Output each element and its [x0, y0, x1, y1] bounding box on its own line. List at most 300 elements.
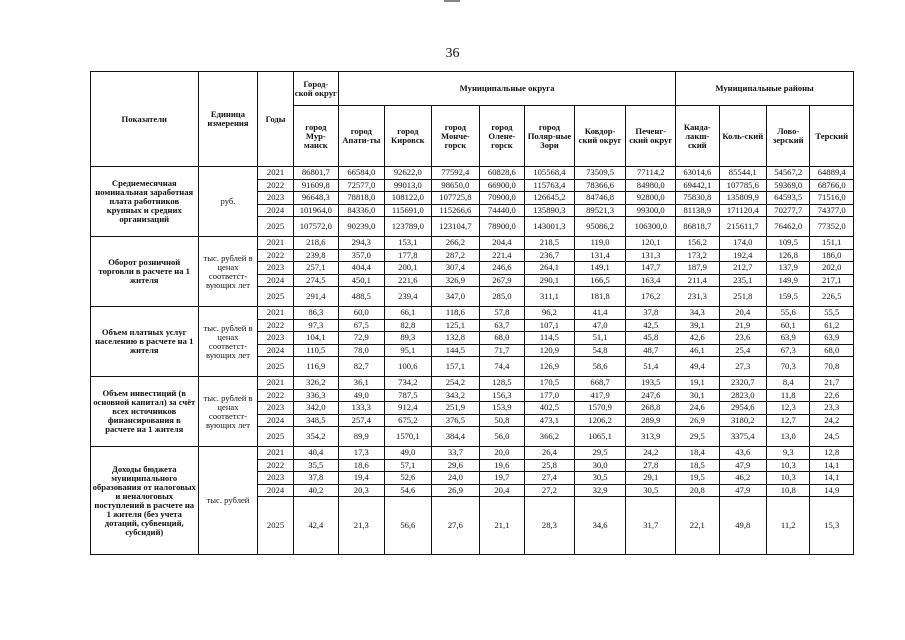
value-cell: 29,6	[432, 459, 480, 472]
value-cell: 126,9	[525, 357, 575, 377]
value-cell: 192,4	[719, 249, 767, 262]
value-cell: 25,4	[719, 344, 767, 357]
value-cell: 78818,0	[339, 192, 384, 205]
value-cell: 120,1	[626, 237, 676, 250]
value-cell: 120,9	[525, 344, 575, 357]
year-cell: 2023	[258, 262, 293, 275]
value-cell: 43,6	[719, 447, 767, 460]
value-cell: 3375,4	[719, 427, 767, 447]
value-cell: 39,1	[676, 319, 719, 332]
value-cell: 187,9	[676, 262, 719, 275]
value-cell: 68766,0	[810, 179, 854, 192]
value-cell: 24,6	[676, 402, 719, 415]
value-cell: 27,3	[719, 357, 767, 377]
value-cell: 90239,0	[339, 217, 384, 237]
value-cell: 151,1	[810, 237, 854, 250]
value-cell: 110,5	[293, 344, 338, 357]
value-cell: 96,2	[525, 307, 575, 320]
value-cell: 42,5	[626, 319, 676, 332]
value-cell: 74377,0	[810, 204, 854, 217]
value-cell: 34,6	[574, 497, 626, 555]
value-cell: 177,8	[384, 249, 432, 262]
value-cell: 218,5	[525, 237, 575, 250]
value-cell: 54,6	[384, 484, 432, 497]
value-cell: 2823,0	[719, 389, 767, 402]
value-cell: 92622,0	[384, 167, 432, 180]
value-cell: 149,9	[767, 274, 810, 287]
value-cell: 23,3	[810, 402, 854, 415]
value-cell: 51,1	[574, 332, 626, 345]
value-cell: 126,8	[767, 249, 810, 262]
value-cell: 20,3	[339, 484, 384, 497]
value-cell: 417,9	[574, 389, 626, 402]
value-cell: 19,6	[479, 459, 524, 472]
value-cell: 95086,2	[574, 217, 626, 237]
value-cell: 357,0	[339, 249, 384, 262]
unit-cell: тыс. рублей в ценах соответст-вующих лет	[198, 237, 258, 307]
value-cell: 70,8	[810, 357, 854, 377]
value-cell: 82,8	[384, 319, 432, 332]
value-cell: 131,4	[574, 249, 626, 262]
column-header: Канда-лакш-ский	[676, 106, 719, 167]
value-cell: 52,6	[384, 472, 432, 485]
value-cell: 106300,0	[626, 217, 676, 237]
value-cell: 89,9	[339, 427, 384, 447]
value-cell: 170,5	[525, 377, 575, 390]
header-indicators: Показатели	[91, 72, 199, 167]
value-cell: 257,4	[339, 414, 384, 427]
value-cell: 31,7	[626, 497, 676, 555]
value-cell: 171120,4	[719, 204, 767, 217]
value-cell: 19,1	[676, 377, 719, 390]
value-cell: 86818,7	[676, 217, 719, 237]
year-cell: 2022	[258, 179, 293, 192]
value-cell: 186,0	[810, 249, 854, 262]
value-cell: 119,0	[574, 237, 626, 250]
unit-cell: руб.	[198, 167, 258, 237]
value-cell: 86,3	[293, 307, 338, 320]
value-cell: 107785,6	[719, 179, 767, 192]
value-cell: 47,0	[574, 319, 626, 332]
year-cell: 2023	[258, 472, 293, 485]
header-years: Годы	[258, 72, 293, 167]
value-cell: 221,4	[479, 249, 524, 262]
value-cell: 11,2	[767, 497, 810, 555]
value-cell: 153,1	[384, 237, 432, 250]
value-cell: 176,2	[626, 287, 676, 307]
value-cell: 30,1	[676, 389, 719, 402]
value-cell: 20,4	[719, 307, 767, 320]
value-cell: 49,0	[339, 389, 384, 402]
value-cell: 97,3	[293, 319, 338, 332]
value-cell: 488,5	[339, 287, 384, 307]
value-cell: 108122,0	[384, 192, 432, 205]
value-cell: 157,1	[432, 357, 480, 377]
value-cell: 63,9	[810, 332, 854, 345]
top-edge-mark	[444, 0, 460, 2]
year-cell: 2024	[258, 344, 293, 357]
value-cell: 290,1	[525, 274, 575, 287]
value-cell: 73509,5	[574, 167, 626, 180]
value-cell: 287,2	[432, 249, 480, 262]
value-cell: 135809,9	[719, 192, 767, 205]
value-cell: 115266,6	[432, 204, 480, 217]
value-cell: 12,3	[767, 402, 810, 415]
value-cell: 89521,3	[574, 204, 626, 217]
value-cell: 115691,0	[384, 204, 432, 217]
value-cell: 125,1	[432, 319, 480, 332]
value-cell: 78900,0	[479, 217, 524, 237]
value-cell: 251,8	[719, 287, 767, 307]
column-header: город Кировск	[384, 106, 432, 167]
value-cell: 21,7	[810, 377, 854, 390]
page-number: 36	[445, 46, 460, 61]
value-cell: 285,0	[479, 287, 524, 307]
value-cell: 84336,0	[339, 204, 384, 217]
value-cell: 33,7	[432, 447, 480, 460]
value-cell: 211,4	[676, 274, 719, 287]
year-cell: 2025	[258, 287, 293, 307]
value-cell: 20,0	[479, 447, 524, 460]
value-cell: 204,4	[479, 237, 524, 250]
value-cell: 254,2	[432, 377, 480, 390]
value-cell: 336,3	[293, 389, 338, 402]
value-cell: 41,4	[574, 307, 626, 320]
value-cell: 26,4	[525, 447, 575, 460]
value-cell: 61,2	[810, 319, 854, 332]
value-cell: 34,3	[676, 307, 719, 320]
table-row	[91, 237, 854, 250]
value-cell: 24,0	[432, 472, 480, 485]
value-cell: 2320,7	[719, 377, 767, 390]
value-cell: 10,3	[767, 472, 810, 485]
value-cell: 14,1	[810, 472, 854, 485]
indicator-name: Среднемесячная номинальная заработная плата работников крупных и средних организаций	[91, 167, 199, 237]
value-cell: 81138,9	[676, 204, 719, 217]
value-cell: 354,2	[293, 427, 338, 447]
value-cell: 12,8	[810, 447, 854, 460]
value-cell: 22,1	[676, 497, 719, 555]
value-cell: 58,6	[574, 357, 626, 377]
value-cell: 95,1	[384, 344, 432, 357]
value-cell: 1570,1	[384, 427, 432, 447]
year-cell: 2025	[258, 497, 293, 555]
value-cell: 47,9	[719, 484, 767, 497]
value-cell: 30,5	[626, 484, 676, 497]
value-cell: 18,6	[339, 459, 384, 472]
value-cell: 246,6	[479, 262, 524, 275]
value-cell: 1065,1	[574, 427, 626, 447]
year-cell: 2022	[258, 389, 293, 402]
value-cell: 787,5	[384, 389, 432, 402]
value-cell: 267,9	[479, 274, 524, 287]
value-cell: 294,3	[339, 237, 384, 250]
value-cell: 70,3	[767, 357, 810, 377]
column-header: Ловo-зерский	[767, 106, 810, 167]
value-cell: 56,0	[479, 427, 524, 447]
value-cell: 72,9	[339, 332, 384, 345]
value-cell: 166,5	[574, 274, 626, 287]
value-cell: 24,2	[626, 447, 676, 460]
value-cell: 98650,0	[432, 179, 480, 192]
value-cell: 56,6	[384, 497, 432, 555]
value-cell: 105568,4	[525, 167, 575, 180]
value-cell: 89,3	[384, 332, 432, 345]
value-cell: 1206,2	[574, 414, 626, 427]
year-cell: 2022	[258, 459, 293, 472]
value-cell: 27,8	[626, 459, 676, 472]
value-cell: 343,2	[432, 389, 480, 402]
column-header: город Монче-горск	[432, 106, 480, 167]
value-cell: 35,5	[293, 459, 338, 472]
table-row	[91, 447, 854, 460]
value-cell: 181,8	[574, 287, 626, 307]
value-cell: 50,8	[479, 414, 524, 427]
value-cell: 135890,3	[525, 204, 575, 217]
value-cell: 77352,0	[810, 217, 854, 237]
value-cell: 29,5	[574, 447, 626, 460]
year-cell: 2021	[258, 237, 293, 250]
value-cell: 42,6	[676, 332, 719, 345]
value-cell: 118,6	[432, 307, 480, 320]
value-cell: 156,3	[479, 389, 524, 402]
value-cell: 96648,3	[293, 192, 338, 205]
value-cell: 45,8	[626, 332, 676, 345]
value-cell: 26,9	[432, 484, 480, 497]
year-cell: 2024	[258, 274, 293, 287]
value-cell: 236,7	[525, 249, 575, 262]
header-city-okrug: Город-ской округ	[293, 72, 338, 106]
year-cell: 2025	[258, 427, 293, 447]
value-cell: 29,5	[676, 427, 719, 447]
value-cell: 473,1	[525, 414, 575, 427]
value-cell: 159,5	[767, 287, 810, 307]
indicator-name: Доходы бюджета муниципального образования от налоговых и неналоговых поступлений в расчете на 1 жителя (без учета дотаций, субвенций, субсидий)	[91, 447, 199, 555]
value-cell: 54567,2	[767, 167, 810, 180]
value-cell: 99300,0	[626, 204, 676, 217]
value-cell: 123789,0	[384, 217, 432, 237]
value-cell: 9,3	[767, 447, 810, 460]
value-cell: 75830,8	[676, 192, 719, 205]
value-cell: 17,3	[339, 447, 384, 460]
value-cell: 174,0	[719, 237, 767, 250]
header-municipal-okrugs: Муниципальные округа	[339, 72, 676, 106]
value-cell: 27,2	[525, 484, 575, 497]
value-cell: 37,8	[626, 307, 676, 320]
value-cell: 60,1	[767, 319, 810, 332]
year-cell: 2023	[258, 402, 293, 415]
value-cell: 123104,7	[432, 217, 480, 237]
value-cell: 64889,4	[810, 167, 854, 180]
year-cell: 2021	[258, 307, 293, 320]
value-cell: 734,2	[384, 377, 432, 390]
value-cell: 72577,0	[339, 179, 384, 192]
value-cell: 20,4	[479, 484, 524, 497]
value-cell: 101964,0	[293, 204, 338, 217]
value-cell: 49,4	[676, 357, 719, 377]
year-cell: 2025	[258, 357, 293, 377]
value-cell: 11,8	[767, 389, 810, 402]
year-cell: 2025	[258, 217, 293, 237]
value-cell: 402,5	[525, 402, 575, 415]
value-cell: 257,1	[293, 262, 338, 275]
column-header: город Мур-манск	[293, 106, 338, 167]
value-cell: 13,0	[767, 427, 810, 447]
value-cell: 92800,0	[626, 192, 676, 205]
value-cell: 22,6	[810, 389, 854, 402]
value-cell: 274,5	[293, 274, 338, 287]
value-cell: 64593,5	[767, 192, 810, 205]
value-cell: 63,9	[767, 332, 810, 345]
value-cell: 212,7	[719, 262, 767, 275]
value-cell: 137,9	[767, 262, 810, 275]
header-unit: Единица измерения	[198, 72, 258, 167]
value-cell: 247,6	[626, 389, 676, 402]
value-cell: 116,9	[293, 357, 338, 377]
value-cell: 912,4	[384, 402, 432, 415]
value-cell: 347,0	[432, 287, 480, 307]
value-cell: 69442,1	[676, 179, 719, 192]
value-cell: 15,3	[810, 497, 854, 555]
value-cell: 147,7	[626, 262, 676, 275]
value-cell: 115763,4	[525, 179, 575, 192]
value-cell: 24,2	[810, 414, 854, 427]
value-cell: 107572,0	[293, 217, 338, 237]
column-header: город Олене-горск	[479, 106, 524, 167]
value-cell: 291,4	[293, 287, 338, 307]
value-cell: 200,1	[384, 262, 432, 275]
value-cell: 264,1	[525, 262, 575, 275]
value-cell: 326,2	[293, 377, 338, 390]
value-cell: 28,3	[525, 497, 575, 555]
value-cell: 107,1	[525, 319, 575, 332]
value-cell: 132,8	[432, 332, 480, 345]
value-cell: 70277,7	[767, 204, 810, 217]
value-cell: 149,1	[574, 262, 626, 275]
indicator-name: Объем платных услуг населению в расчете на 1 жителя	[91, 307, 199, 377]
value-cell: 251,9	[432, 402, 480, 415]
column-header: Коль-ский	[719, 106, 767, 167]
year-cell: 2023	[258, 332, 293, 345]
value-cell: 78366,6	[574, 179, 626, 192]
value-cell: 126645,2	[525, 192, 575, 205]
table-row	[91, 377, 854, 390]
value-cell: 128,5	[479, 377, 524, 390]
value-cell: 20,8	[676, 484, 719, 497]
value-cell: 55,6	[767, 307, 810, 320]
indicator-name: Объем инвестиций (в основной капитал) за счёт всех источников финансирования в расчете на 1 жителя	[91, 377, 199, 447]
value-cell: 193,5	[626, 377, 676, 390]
value-cell: 46,1	[676, 344, 719, 357]
value-cell: 57,1	[384, 459, 432, 472]
value-cell: 48,7	[626, 344, 676, 357]
value-cell: 74440,0	[479, 204, 524, 217]
indicators-table	[90, 71, 854, 555]
value-cell: 217,1	[810, 274, 854, 287]
value-cell: 177,0	[525, 389, 575, 402]
value-cell: 218,6	[293, 237, 338, 250]
year-cell: 2022	[258, 319, 293, 332]
column-header: Ковдор-ский округ	[574, 106, 626, 167]
value-cell: 215611,7	[719, 217, 767, 237]
value-cell: 376,5	[432, 414, 480, 427]
value-cell: 91609,8	[293, 179, 338, 192]
value-cell: 100,6	[384, 357, 432, 377]
year-cell: 2024	[258, 204, 293, 217]
value-cell: 404,4	[339, 262, 384, 275]
year-cell: 2024	[258, 414, 293, 427]
value-cell: 231,3	[676, 287, 719, 307]
value-cell: 239,4	[384, 287, 432, 307]
value-cell: 40,4	[293, 447, 338, 460]
indicator-name: Оборот розничной торговли в расчете на 1 жителя	[91, 237, 199, 307]
value-cell: 326,9	[432, 274, 480, 287]
value-cell: 26,9	[676, 414, 719, 427]
value-cell: 59369,0	[767, 179, 810, 192]
value-cell: 76462,0	[767, 217, 810, 237]
value-cell: 74,4	[479, 357, 524, 377]
value-cell: 18,5	[676, 459, 719, 472]
value-cell: 78,0	[339, 344, 384, 357]
value-cell: 86801,7	[293, 167, 338, 180]
value-cell: 21,1	[479, 497, 524, 555]
value-cell: 268,8	[626, 402, 676, 415]
value-cell: 173,2	[676, 249, 719, 262]
table-row	[91, 307, 854, 320]
column-header: Печенг-ский округ	[626, 106, 676, 167]
value-cell: 21,3	[339, 497, 384, 555]
year-cell: 2022	[258, 249, 293, 262]
value-cell: 60828,6	[479, 167, 524, 180]
value-cell: 99013,0	[384, 179, 432, 192]
value-cell: 144,5	[432, 344, 480, 357]
value-cell: 54,8	[574, 344, 626, 357]
value-cell: 49,0	[384, 447, 432, 460]
value-cell: 49,8	[719, 497, 767, 555]
value-cell: 82,7	[339, 357, 384, 377]
value-cell: 71516,0	[810, 192, 854, 205]
value-cell: 10,8	[767, 484, 810, 497]
year-cell: 2021	[258, 167, 293, 180]
column-header: город Поляр-ные Зори	[525, 106, 575, 167]
value-cell: 68,0	[810, 344, 854, 357]
value-cell: 107725,8	[432, 192, 480, 205]
value-cell: 202,0	[810, 262, 854, 275]
value-cell: 10,3	[767, 459, 810, 472]
value-cell: 60,0	[339, 307, 384, 320]
header-municipal-districts: Муниципальные районы	[676, 72, 854, 106]
value-cell: 450,1	[339, 274, 384, 287]
value-cell: 2954,6	[719, 402, 767, 415]
value-cell: 21,9	[719, 319, 767, 332]
value-cell: 30,5	[574, 472, 626, 485]
value-cell: 24,5	[810, 427, 854, 447]
column-header: Терский	[810, 106, 854, 167]
value-cell: 19,4	[339, 472, 384, 485]
value-cell: 226,5	[810, 287, 854, 307]
value-cell: 19,5	[676, 472, 719, 485]
value-cell: 68,0	[479, 332, 524, 345]
value-cell: 66584,0	[339, 167, 384, 180]
value-cell: 3180,2	[719, 414, 767, 427]
value-cell: 313,9	[626, 427, 676, 447]
value-cell: 668,7	[574, 377, 626, 390]
value-cell: 12,7	[767, 414, 810, 427]
value-cell: 42,4	[293, 497, 338, 555]
value-cell: 84980,0	[626, 179, 676, 192]
value-cell: 366,2	[525, 427, 575, 447]
value-cell: 239,8	[293, 249, 338, 262]
